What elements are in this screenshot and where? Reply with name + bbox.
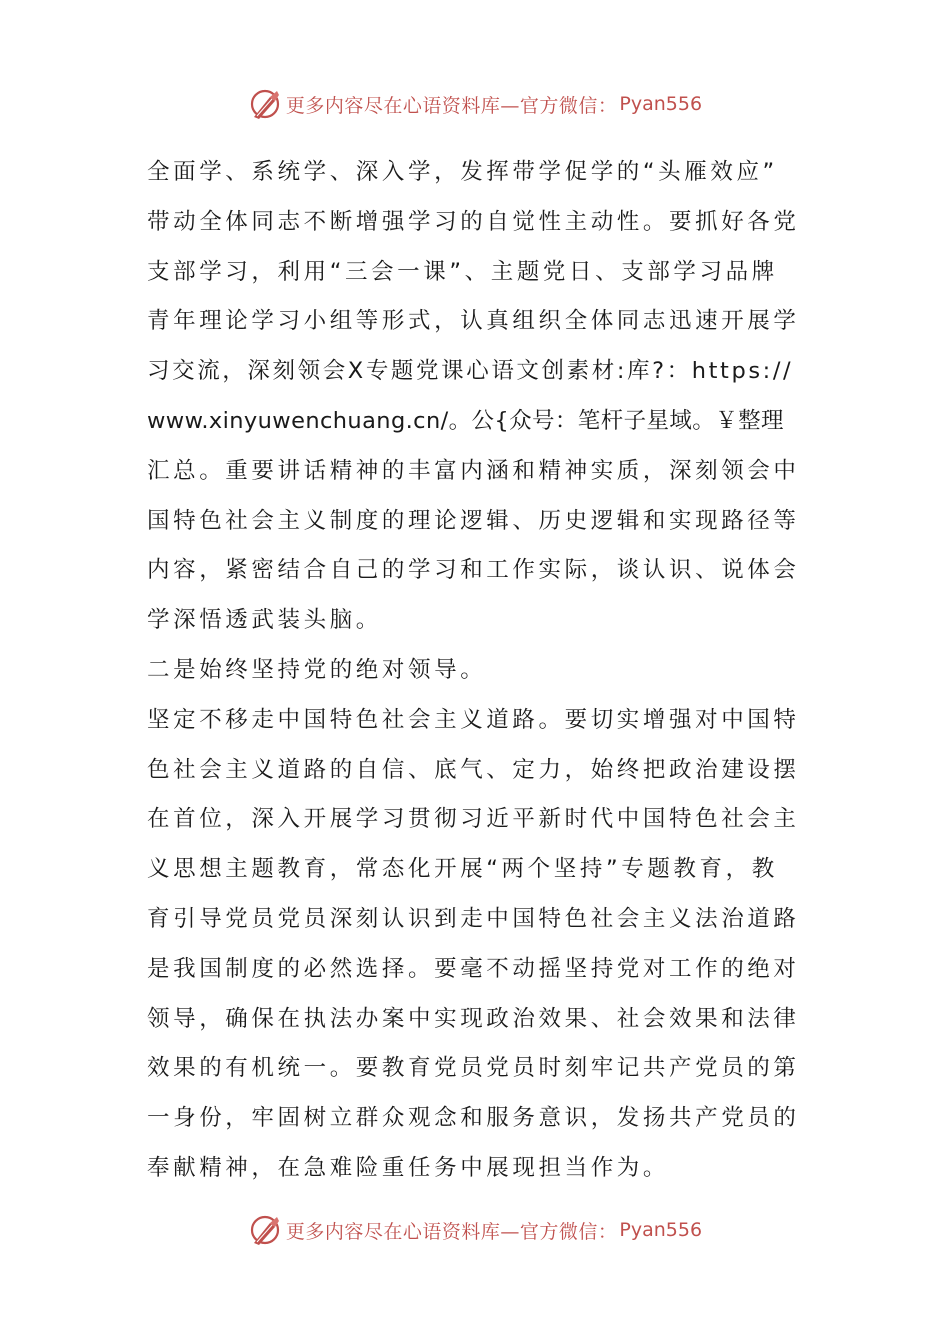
text-line: 汇总。重要讲话精神的丰富内涵和精神实质，深刻领会中 xyxy=(147,457,800,484)
pen-nib-logo-icon xyxy=(248,87,282,121)
text-line: 支部学习，利用“三会一课”、主题党日、支部学习品牌 xyxy=(147,258,778,285)
text-line: 是我国制度的必然选择。要毫不动摇坚持党对工作的绝对 xyxy=(147,955,800,982)
footer-banner xyxy=(0,1210,950,1250)
pen-nib-logo-icon xyxy=(248,1213,282,1247)
header-banner xyxy=(0,84,950,124)
text-line: 义思想主题教育，常态化开展“两个坚持”专题教育，教 xyxy=(147,856,778,883)
document-body xyxy=(147,148,807,1194)
section-heading: 二是始终坚持党的绝对领导。 xyxy=(147,656,487,683)
text-line: 内容，紧密结合自己的学习和工作实际，谈认识、说体会 xyxy=(147,557,800,584)
wechat-id: Pyan556 xyxy=(619,1219,703,1241)
banner-text: 更多内容尽在心语资料库—官方微信： xyxy=(285,1220,618,1243)
text-line: 坚定不移走中国特色社会主义道路。要切实增强对中国特 xyxy=(147,706,800,733)
text-line: 学深悟透武装头脑。 xyxy=(147,607,382,634)
wechat-id: Pyan556 xyxy=(619,93,703,115)
text-line: 效果的有机统一。要教育党员党员时刻牢记共产党员的第 xyxy=(147,1055,800,1082)
text-line: 青年理论学习小组等形式，认真组织全体同志迅速开展学 xyxy=(147,308,800,335)
text-line: www.xinyuwenchuang.cn/。公{众号：笔杆子星域。￥整理 xyxy=(147,407,784,434)
text-line: 奉献精神，在急难险重任务中展现担当作为。 xyxy=(147,1154,670,1181)
text-line: 全面学、系统学、深入学，发挥带学促学的“头雁效应” xyxy=(147,159,778,185)
text-line: 带动全体同志不断增强学习的自觉性主动性。要抓好各党 xyxy=(147,208,800,235)
text-line: 习交流，深刻领会X专题党课心语文创素材:库?：https:// xyxy=(147,358,794,385)
text-line: 国特色社会主义制度的理论逻辑、历史逻辑和实现路径等 xyxy=(147,507,800,534)
text-line: 在首位，深入开展学习贯彻习近平新时代中国特色社会主 xyxy=(147,806,800,833)
text-line: 领导，确保在执法办案中实现政治效果、社会效果和法律 xyxy=(147,1005,800,1032)
text-line: 育引导党员党员深刻认识到走中国特色社会主义法治道路 xyxy=(147,905,800,932)
banner-text: 更多内容尽在心语资料库—官方微信： xyxy=(285,94,618,117)
text-line: 色社会主义道路的自信、底气、定力，始终把政治建设摆 xyxy=(147,756,800,783)
text-line: 一身份，牢固树立群众观念和服务意识，发扬共产党员的 xyxy=(147,1105,800,1132)
